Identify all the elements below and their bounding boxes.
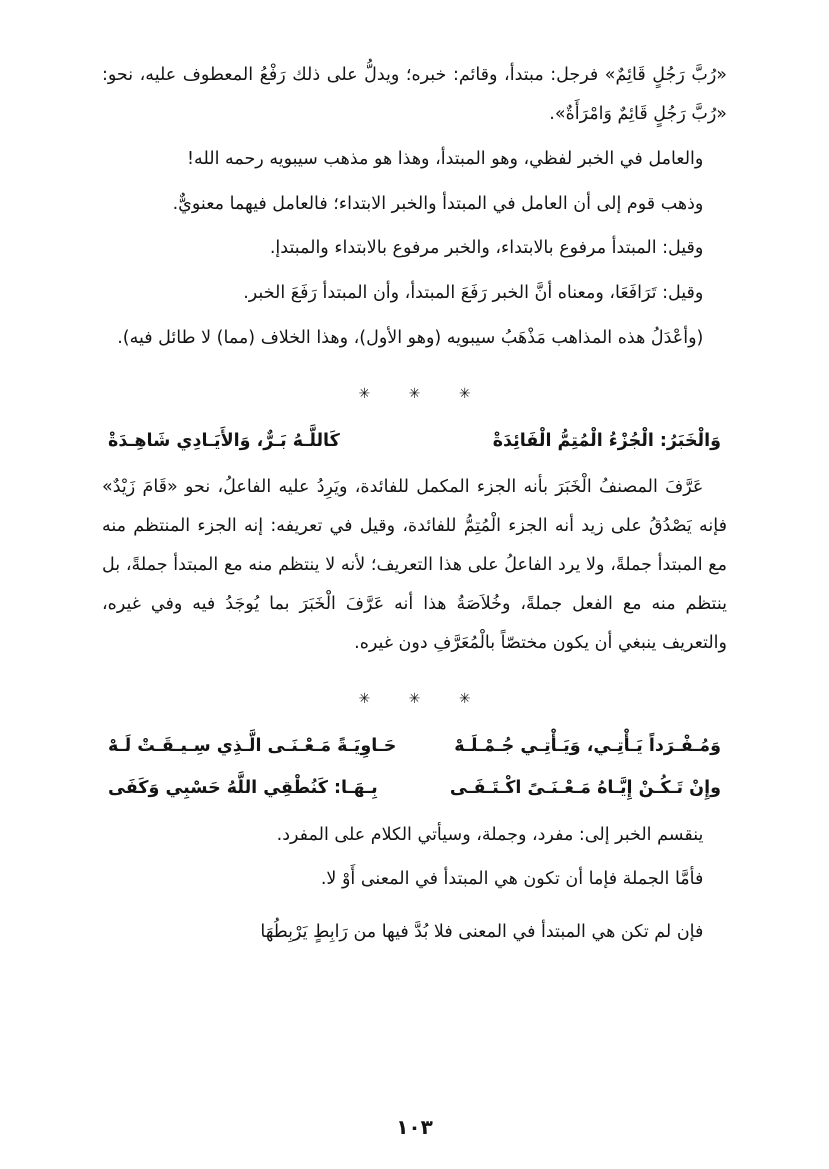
- prose-paragraph: عَرَّفَ المصنفُ الْخَبَرَ بأنه الجزء المكمل للفائدة، ويَرِدُ عليه الفاعلُ، نحو «قَامَ زَيْدٌ» فإنه يَصْدُقُ على زيد أنه الجزء الْمُتِمُّ للفائدة، وقيل في تعريفه: إنه الجزء المنتظم منه مع المبتدأ جملةً، ولا يرد الفاعلُ على هذا التعريف؛ لأنه لا ينتظم منه مع المبتدأ جملةً، بل ينتظم منه مع الفعل جملةً، وخُلاَصَةُ هذا أنه عَرَّفَ الْخَبَرَ بما يُوجَدُ فيه وفي غيره، والتعريف ينبغي أن يكون مختصّاً بالْمُعَرَّفِ دون غيره.: [102, 477, 727, 653]
- verse-hemistich-right: وَالْخَبَرُ: الْجُزْءُ الْمُتِمُّ الْفَائِدَةْ: [492, 430, 721, 451]
- page-number: ١٠٣: [396, 1115, 433, 1139]
- prose-paragraph: فأمَّا الجملة فإما أن تكون هي المبتدأ في المعنى أَوْ لا.: [320, 869, 704, 890]
- verse-hemistich-right: وَمُـفْـرَداً يَـأْتِـي، وَيَـأْتِـي جُـمْـلَـهْ: [454, 735, 721, 756]
- verse-hemistich-right: وإِنْ تَـكُـنْ إِيَّـاهُ مَـعْـنَـىً اكْـتَـفَـى: [449, 778, 721, 799]
- prose-paragraph: وقيل: المبتدأ مرفوع بالابتداء، والخبر مرفوع بالابتداء والمبتدإ.: [269, 238, 704, 259]
- section-separator-stars: ✳ ✳ ✳: [358, 690, 471, 707]
- prose-paragraph: فإن لم تكن هي المبتدأ في المعنى فلا بُدَّ فيها من رَابِطٍ يَرْبِطُهَا: [260, 922, 704, 943]
- prose-paragraph: «رُبَّ رَجُلٍ قَائِمٌ» فرجل: مبتدأ، وقائم: خبره؛ ويدلُّ على ذلك رَفْعُ المعطوف عليه، نحو: «رُبَّ رَجُلٍ قَائِمٌ وَامْرَأَةٌ».: [102, 65, 727, 124]
- prose-paragraph: وقيل: تَرَافَعَا، ومعناه أنَّ الخبر رَفَعَ المبتدأ، وأن المبتدأ رَفَعَ الخبر.: [243, 283, 704, 304]
- verse-line: [108, 769, 721, 808]
- verse-hemistich-left: كَاللَّـهُ بَـرٌّ، وَالأَيَـادِي شَاهِـدَةْ: [108, 430, 340, 451]
- verse-line: [108, 422, 721, 461]
- verse-hemistich-left: بِـهَـا: كَنُطْقِي اللَّهُ حَسْبِي وَكَفَى: [108, 778, 378, 799]
- prose-paragraph: والعامل في الخبر لفظي، وهو المبتدأ، وهذا هو مذهب سيبويه رحمه الله!: [187, 148, 704, 169]
- verse-line: [108, 727, 721, 766]
- prose-paragraph: (وأعْدَلُ هذه المذاهب مَذْهَبُ سيبويه (وهو الأول)، وهذا الخلاف (مما) لا طائل فيه).: [117, 328, 704, 349]
- prose-paragraph: وذهب قوم إلى أن العامل في المبتدأ والخبر الابتداء؛ فالعامل فيهما معنويٌّ.: [172, 193, 704, 214]
- prose-paragraph: ينقسم الخبر إلى: مفرد، وجملة، وسيأتي الكلام على المفرد.: [276, 824, 704, 845]
- section-separator-stars: ✳ ✳ ✳: [358, 385, 471, 402]
- verse-hemistich-left: حَـاوِيَـةً مَـعْـنَـى الَّـذِي سِـيـقَـتْ لَـهْ: [108, 735, 397, 756]
